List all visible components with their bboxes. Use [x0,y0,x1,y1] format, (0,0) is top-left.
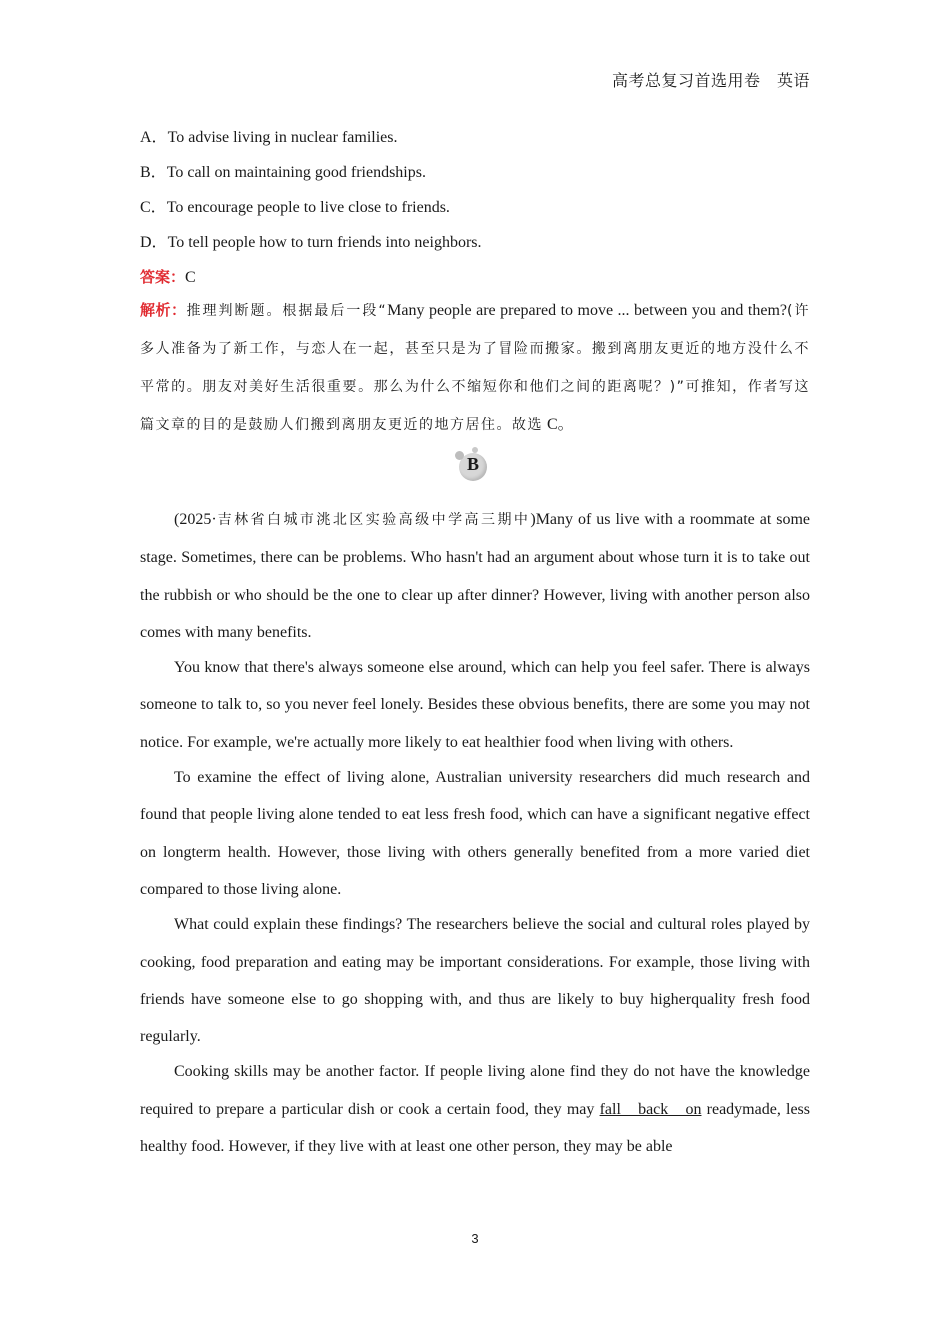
section-letter: B [466,454,479,474]
paragraph-text: )Many of us live with a roommate at some stage. Sometimes, there can be problems. Who hasn't had an argument about whose turn it is to take out the rubbish or who should be the one to clear up after dinner? However, living with another person also comes with many benefits. [140,511,810,641]
option-c [140,194,810,229]
option-d [140,229,810,264]
badge-dot-icon [472,447,478,453]
passage-paragraph-4: What could explain these findings? The researchers believe the social and cultural roles played by cooking, food preparation and eating may be important considerations. For example, those living with friends have someone else to go shopping with, and thus are likely to buy higherquality fresh food regularly. [140,916,810,1046]
passage-paragraph-1 [140,501,810,651]
section-badge [455,447,495,487]
analysis-text-zh: 推理判断题。根据最后一段“ [186,303,388,319]
option-b [140,159,810,194]
option-text: To advise living in nuclear families. [167,129,398,146]
page-number: 3 [471,1231,479,1246]
option-letter: C． [140,199,167,216]
option-a [140,124,810,159]
source-open: (2025· [174,511,217,528]
page-content [140,124,810,1163]
option-letter: B． [140,164,167,181]
paragraph-text: Cooking skills may be another factor. If people living alone find they do not have the knowledge required to prepare a particular dish or cook a certain food, they may [140,1063,810,1118]
analysis [140,292,810,444]
passage-paragraph-5 [140,1053,810,1165]
analysis-text-en: Many people are prepared to move ... between you and them? [387,302,788,319]
analysis-conclusion: C。 [543,416,574,433]
analysis-translation: (许多人准备为了新工作，与恋人在一起，甚至只是为了冒险而搬家。搬到离朋友更近的地方没什么不平常的。朋友对美好生活很重要。那么为什么不缩短你和他们之间的距离呢？)”可推知，作者写这篇文章的目的是鼓励人们搬到离朋友更近的地方居住。故选 [140,303,810,433]
option-letter: D． [140,234,168,251]
passage-paragraph-3: To examine the effect of living alone, Australian university researchers did much research and found that people living alone tended to eat less fresh food, which can have a significant negative effect on longterm health. However, those living with others generally benefited from a more varied diet compared to those living alone. [140,769,810,898]
underlined-phrase: fall back on [599,1100,702,1118]
answer-value: C [185,269,196,286]
source-text: 吉林省白城市洮北区实验高级中学高三期中 [216,512,531,528]
analysis-label: 解析： [140,301,187,319]
option-text: To encourage people to live close to friends. [166,199,450,216]
passage-paragraph-2: You know that there's always someone else around, which can help you feel safer. There is always someone to talk to, so you never feel lonely. Besides these obvious benefits, there are some you may not notice. For example, we're actually more likely to eat healthier food when living with others. [140,659,810,751]
option-letter: A． [140,129,168,146]
paragraph-text: readymade, less healthy food. However, if they live with at least one other person, they may be able [140,1100,811,1156]
option-text: To tell people how to turn friends into neighbors. [167,234,482,251]
answer-label: 答案： [140,268,186,286]
option-text: To call on maintaining good friendships. [166,164,426,181]
page-header: 高考总复习首选用卷 英语 [611,73,810,90]
